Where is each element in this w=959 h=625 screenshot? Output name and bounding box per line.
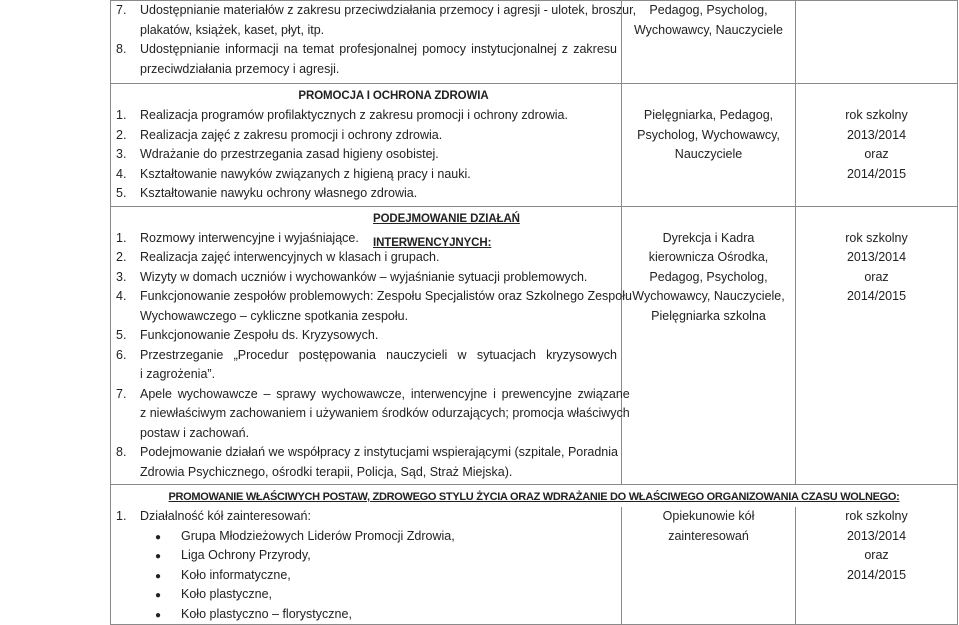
table-row	[111, 84, 958, 207]
list-item: 1. Działalność kół zainteresowań:	[116, 509, 311, 523]
table-row	[111, 485, 958, 508]
bullet-item: ● Grupa Młodzieżowych Liderów Promocji Zdrowia,	[111, 527, 621, 547]
document-table	[110, 0, 958, 625]
table-row	[111, 1, 958, 84]
table-row	[111, 507, 958, 625]
section-heading-cell	[111, 485, 958, 508]
bullet-item: ● Liga Ochrony Przyrody,	[111, 546, 621, 566]
section-heading: PROMOWANIE WŁAŚCIWYCH POSTAW, ZDROWEGO STYLU ŻYCIA ORAZ WDRAŻANIE DO WŁAŚCIWEGO ORGANIZOWANIA CZASU WOLNEGO:	[168, 491, 900, 503]
list-item: 8. Podejmowanie działań we współpracy z instytucjami wspierającymi (szpitale, Poradnia Zdrowia Psychicznego, ośrodki terapii, Policja, Sąd, Straż Miejska).	[116, 445, 618, 479]
list-item: 2. Realizacja zajęć z zakresu promocji i ochrony zdrowia.	[116, 127, 443, 142]
section-heading: PROMOCJA I OCHRONA ZDROWIA	[298, 90, 489, 102]
list-item: 1. Realizacja programów profilaktycznych z zakresu promocji i ochrony zdrowia.	[116, 108, 568, 122]
list-item: 3. Wizyty w domach uczniów i wychowanków – wyjaśnianie sytuacji problemowych.	[116, 269, 588, 284]
term-cell: rok szkolny 2013/2014 oraz 2014/2015	[796, 507, 958, 625]
bullet-item: ● Koło plastyczno – florystyczne,	[111, 605, 621, 625]
term-cell: rok szkolny 2013/2014 oraz 2014/2015	[796, 84, 958, 207]
tasks-cell	[111, 507, 622, 625]
list-item: 5. Kształtowanie nawyku ochrony własnego zdrowia.	[116, 186, 418, 200]
responsible-cell: Dyrekcja i Kadra kierownicza Ośrodka, Pedagog, Psycholog, Wychowawcy, Nauczyciele, Pielęgniarka szkolna	[622, 206, 796, 485]
bullet-icon	[111, 605, 181, 625]
bullet-icon	[111, 546, 181, 566]
list-item: 3. Wdrażanie do przestrzegania zasad higieny osobistej.	[116, 147, 439, 161]
responsible-cell: Opiekunowie kół zainteresowań	[622, 507, 796, 625]
section-heading: PODEJMOWANIE DZIAŁAŃ INTERWENCYJNYCH:	[373, 212, 520, 249]
list-item: 4. Funkcjonowanie zespołów problemowych: Zespołu Specjalistów oraz Szkolnego Zespołu Wychowawczego – cykliczne spotkania zespołu.	[116, 289, 632, 323]
list-item: 1. Rozmowy interwencyjne i wyjaśniające.	[116, 230, 359, 245]
tasks-cell	[111, 206, 632, 485]
list-item: 8. Udostępnianie informacji na temat profesjonalnej pomocy instytucjonalnej z zakresu przeciwdziałania przemocy i agresji.	[116, 42, 617, 76]
table-row	[111, 206, 958, 485]
bullet-icon	[111, 527, 181, 547]
bullet-icon	[111, 566, 181, 586]
term-cell: rok szkolny 2013/2014 oraz 2014/2015	[796, 206, 958, 485]
responsible-cell: Pielęgniarka, Pedagog, Psycholog, Wychowawcy, Nauczyciele	[622, 84, 796, 207]
tasks-cell	[111, 84, 622, 207]
list-item: 6. Przestrzeganie „Procedur postępowania nauczycieli w sytuacjach kryzysowych i zagrożenia”.	[116, 347, 617, 381]
responsible-cell: Pedagog, Psycholog, Wychowawcy, Nauczyciele	[622, 1, 796, 84]
list-item: 4. Kształtowanie nawyków związanych z higieną pracy i nauki.	[116, 166, 471, 181]
bullet-item: ● Koło informatyczne,	[111, 566, 621, 586]
bullet-item: ● Koło plastyczne,	[111, 585, 621, 605]
list-item: 7. Apele wychowawcze – sprawy wychowawcze, interwencyjne i prewencyjne związane z niewłaściwym zachowaniem i używaniem środków odurzających; promocja właściwych postaw i zachowań.	[116, 386, 630, 440]
list-item: 5. Funkcjonowanie Zespołu ds. Kryzysowych.	[116, 328, 379, 342]
list-item: 7. Udostępnianie materiałów z zakresu przeciwdziałania przemocy i agresji - ulotek, broszur, plakatów, książek, kaset, płyt, itp.	[116, 3, 637, 37]
term-cell	[796, 1, 958, 84]
bullet-icon	[111, 585, 181, 605]
list-item: 2. Realizacja zajęć interwencyjnych w klasach i grupach.	[116, 250, 440, 264]
tasks-cell	[111, 1, 637, 84]
